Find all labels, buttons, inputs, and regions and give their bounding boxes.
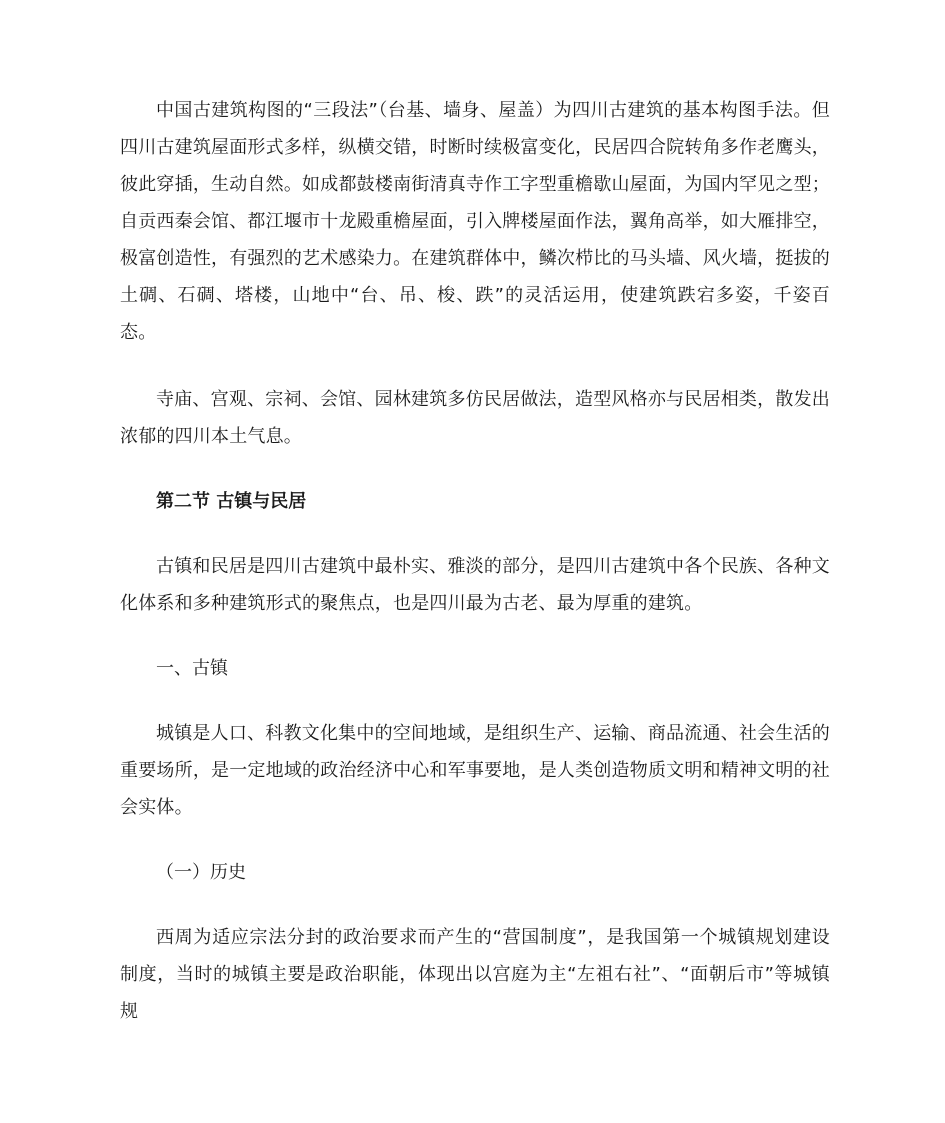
- paragraph-gap: [120, 455, 830, 483]
- paragraph-gap: [120, 826, 830, 854]
- paragraph-roof-forms: 中国古建筑构图的“三段法”（台基、墙身、屋盖）为四川古建筑的基本构图手法。但四川古建筑屋面形式多样，纵横交错，时断时续极富变化，民居四合院转角多作老鹰头，彼此穿插，生动自然。如成都鼓楼南街清真寺作工字型重檐歇山屋面，为国内罕见之型；自贡西秦会馆、都江堰市十龙殿重檐屋面，引入牌楼屋面作法，翼角高举，如大雁排空，极富创造性，有强烈的艺术感染力。在建筑群体中，鳞次栉比的马头墙、风火墙，挺拔的土碉、石碉、塔楼，山地中“台、吊、梭、跌”的灵活运用，使建筑跌宕多姿，千姿百态。: [120, 100, 830, 343]
- paragraph-gap: [120, 622, 830, 650]
- subsection-title-history: （一）历史: [156, 862, 246, 883]
- paragraph-western-zhou: 西周为适应宗法分封的政治要求而产生的“营国制度”，是我国第一个城镇规划建设制度，当时的城镇主要是政治职能，体现出以宫庭为主“左祖右社”、“面朝后市”等城镇规: [120, 927, 830, 1022]
- paragraph-temples: 寺庙、宫观、宗祠、会馆、园林建筑多仿民居做法，造型风格亦与民居相类，散发出浓郁的四川本土气息。: [120, 389, 830, 447]
- paragraph-gap: [120, 351, 830, 381]
- subsection-title-ancient-towns: 一、古镇: [156, 658, 228, 679]
- section-title: 第二节 古镇与民居: [156, 491, 307, 512]
- paragraph-town-definition: 城镇是人口、科教文化集中的空间地域，是组织生产、运输、商品流通、社会生活的重要场所，是一定地域的政治经济中心和军事要地，是人类创造物质文明和精神文明的社会实体。: [120, 723, 830, 818]
- paragraph-towns-dwellings: 古镇和民居是四川古建筑中最朴实、雅淡的部分，是四川古建筑中各个民族、各种文化体系和多种建筑形式的聚焦点，也是四川最为古老、最为厚重的建筑。: [120, 556, 830, 614]
- paragraph-gap: [120, 891, 830, 919]
- paragraph-gap: [120, 520, 830, 548]
- document-page: [120, 92, 830, 1030]
- paragraph-gap: [120, 687, 830, 715]
